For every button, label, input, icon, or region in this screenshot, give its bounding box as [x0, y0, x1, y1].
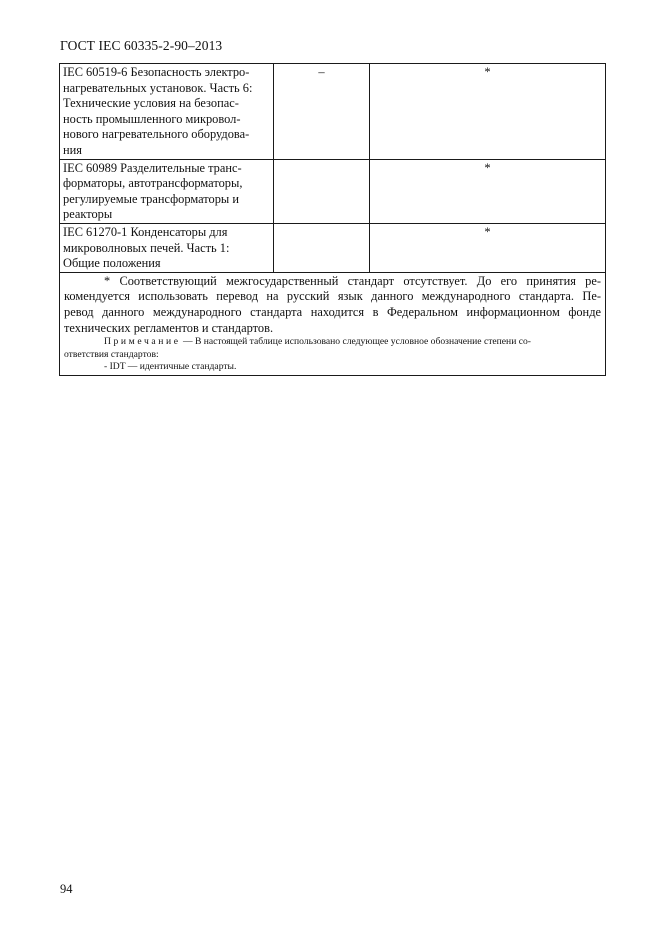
footnote-cell: [60, 272, 606, 376]
note-line: [64, 336, 601, 348]
standards-correspondence-table: [59, 63, 606, 376]
standard-name-line: реакторы: [63, 207, 113, 222]
page-number: 94: [60, 882, 73, 896]
degree-of-correspondence-cell: [274, 223, 370, 272]
standard-name-line: регулируемые трансформаторы и: [63, 191, 239, 206]
national-standard-cell: *: [370, 64, 606, 160]
footnote-line: * Соответствующий межгосударственный стандарт отсутствует. До его принятия ре-: [104, 273, 601, 288]
national-standard-cell: *: [370, 159, 606, 223]
standard-name-line: IEC 60989 Разделительные транс-: [63, 160, 242, 175]
note-text: — В настоящей таблице использовано следующее условное обозначение степени со-: [180, 336, 531, 348]
standard-name-line: нового нагревательного оборудова-: [63, 127, 250, 142]
standard-name-line: IEC 60519-6 Безопасность электро-: [63, 65, 250, 79]
table-row: [60, 159, 606, 223]
standard-name-line: микроволновых печей. Часть 1:: [63, 240, 230, 255]
standard-name-line: форматоры, автотрансформаторы,: [63, 176, 243, 191]
standard-name-line: IEC 61270-1 Конденсаторы для: [63, 224, 228, 239]
footnote-line: комендуется использовать перевод на русский язык данного международного стандарта. Пе-: [64, 289, 601, 304]
footnote-text: [64, 274, 601, 336]
footnote-line: ревод данного международного стандарта находится в Федеральном информационном фонде: [64, 304, 601, 319]
standard-name-cell: [60, 64, 274, 160]
national-standard-cell: *: [370, 223, 606, 272]
standard-name-line: ность промышленного микровол-: [63, 111, 241, 126]
standard-name-cell: [60, 159, 274, 223]
note-line: ответствия стандартов:: [64, 348, 159, 360]
document-header: ГОСТ IEC 60335-2-90–2013: [60, 38, 223, 53]
standard-name-line: нагревательных установок. Часть 6:: [63, 80, 253, 95]
footnote-row: [60, 272, 606, 376]
standard-name-line: Технические условия на безопас-: [63, 96, 239, 111]
note-line: - IDT — идентичные стандарты.: [104, 360, 237, 372]
degree-of-correspondence-cell: –: [274, 64, 370, 160]
degree-of-correspondence-cell: [274, 159, 370, 223]
table-row: [60, 223, 606, 272]
standard-name-cell: [60, 223, 274, 272]
footnote-line: технических регламентов и стандартов.: [64, 320, 274, 335]
note-label: Примечание: [104, 336, 181, 348]
standard-name-line: Общие положения: [63, 256, 161, 271]
table-note: [64, 336, 601, 373]
table-row: [60, 64, 606, 160]
standard-name-line: ния: [63, 142, 82, 157]
